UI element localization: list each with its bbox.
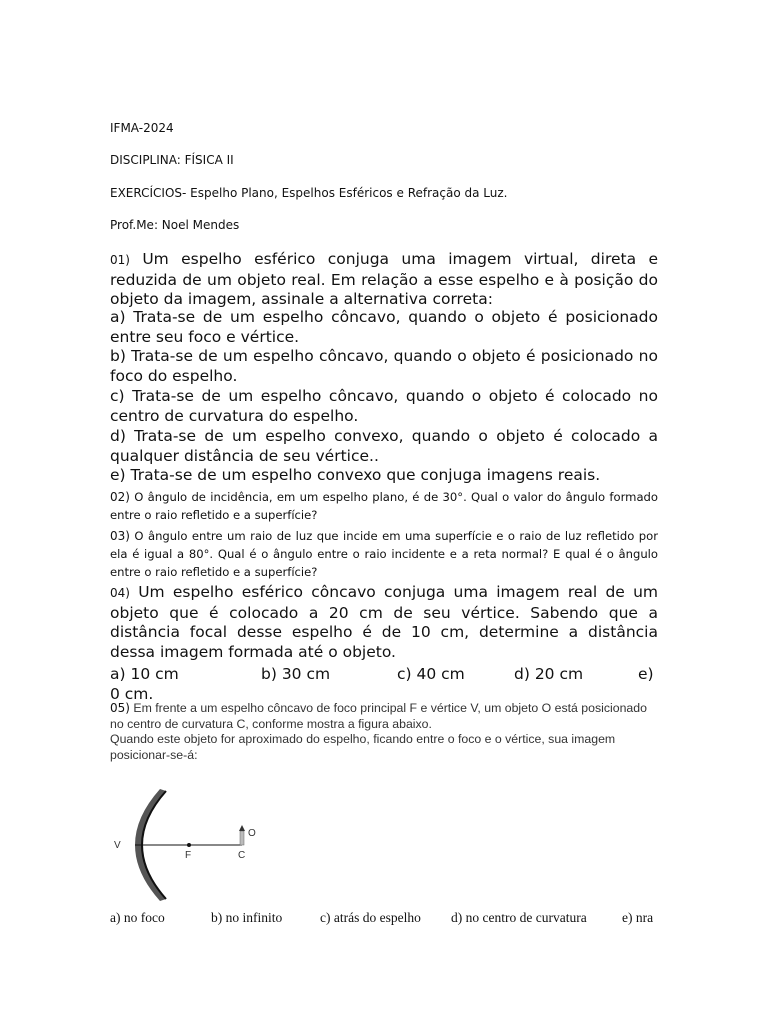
question-3 bbox=[110, 527, 658, 581]
question-1-option-b: b) Trata-se de um espelho côncavo, quando o objeto é posicionado no foco do espelho. bbox=[110, 347, 658, 385]
question-3-text: O ângulo entre um raio de luz que incide em uma superfície e o raio de luz refletido por ela é igual a 80°. Qual é o ângulo entre o raio incidente e a reta normal? E qual é o ângulo entre o raio refletido e a superfície? bbox=[110, 529, 658, 579]
question-5-option-a: a) no foco bbox=[110, 910, 165, 925]
question-5-option-b: b) no infinito bbox=[211, 910, 283, 925]
focus-point bbox=[187, 843, 191, 847]
question-1-option-e: e) Trata-se de um espelho convexo que conjuga imagens reais. bbox=[110, 466, 601, 484]
question-5 bbox=[110, 701, 658, 732]
question-5-number: 05) bbox=[110, 701, 130, 715]
object-arrow-icon bbox=[239, 825, 245, 831]
question-4-option-e-cont: 0 cm. bbox=[110, 685, 154, 703]
vertex-label: V bbox=[114, 840, 121, 851]
question-1 bbox=[110, 250, 658, 310]
question-1-option-c: c) Trata-se de um espelho côncavo, quando o objeto é colocado no centro de curvatura do espelho. bbox=[110, 387, 658, 425]
center-label: C bbox=[238, 850, 246, 861]
question-4-option-d: d) 20 cm bbox=[514, 665, 584, 683]
question-5-option-c: c) atrás do espelho bbox=[320, 910, 421, 925]
question-1-number: 01) bbox=[110, 253, 130, 267]
question-2-number: 02) bbox=[110, 490, 130, 504]
object-o bbox=[240, 831, 244, 845]
question-4-text: Um espelho esférico côncavo conjuga uma imagem real de um objeto que é colocado a 20 cm de seu vértice. Sabendo que a distância focal desse espelho é de 10 cm, determine a distância dessa imagem formada até o objeto. bbox=[110, 583, 658, 661]
question-5-text-2: Quando este objeto for aproximado do espelho, ficando entre o foco e o vértice, sua imagem posicionar-se-á: bbox=[110, 732, 616, 762]
question-2 bbox=[110, 488, 658, 524]
question-4-option-c: c) 40 cm bbox=[397, 665, 465, 683]
focus-label: F bbox=[185, 850, 192, 861]
question-4 bbox=[110, 583, 658, 662]
question-4-option-a: a) 10 cm bbox=[110, 665, 179, 683]
question-4-option-e: e) bbox=[638, 665, 654, 683]
school-year: IFMA-2024 bbox=[110, 121, 174, 135]
question-2-text: O ângulo de incidência, em um espelho plano, é de 30°. Qual o valor do ângulo formado entre o raio refletido e a superfície? bbox=[110, 490, 658, 522]
question-1-option-a: a) Trata-se de um espelho côncavo, quando o objeto é posicionado entre seu foco e vértice. bbox=[110, 308, 658, 346]
question-5-option-e: e) nra bbox=[622, 910, 654, 925]
question-4-option-b: b) 30 cm bbox=[261, 665, 331, 683]
object-label: O bbox=[248, 828, 256, 839]
question-4-number: 04) bbox=[110, 586, 130, 600]
question-1-text: Um espelho esférico conjuga uma imagem virtual, direta e reduzida de um objeto real. Em relação a esse espelho e à posição do objeto da imagem, assinale a alternativa correta: bbox=[110, 250, 658, 308]
question-1-option-d: d) Trata-se de um espelho convexo, quando o objeto é colocado a qualquer distância de seu vértice.. bbox=[110, 427, 658, 465]
question-5-option-d: d) no centro de curvatura bbox=[451, 910, 587, 925]
discipline: DISCIPLINA: FÍSICA II bbox=[110, 153, 234, 167]
concave-mirror-figure bbox=[110, 785, 270, 905]
exercises-title: EXERCÍCIOS- Espelho Plano, Espelhos Esféricos e Refração da Luz. bbox=[110, 186, 508, 200]
question-5-text-1: Em frente a um espelho côncavo de foco principal F e vértice V, um objeto O está posicionado no centro de curvatura C, conforme mostra a figura abaixo. bbox=[110, 701, 647, 731]
professor: Prof.Me: Noel Mendes bbox=[110, 218, 240, 232]
question-3-number: 03) bbox=[110, 529, 130, 543]
